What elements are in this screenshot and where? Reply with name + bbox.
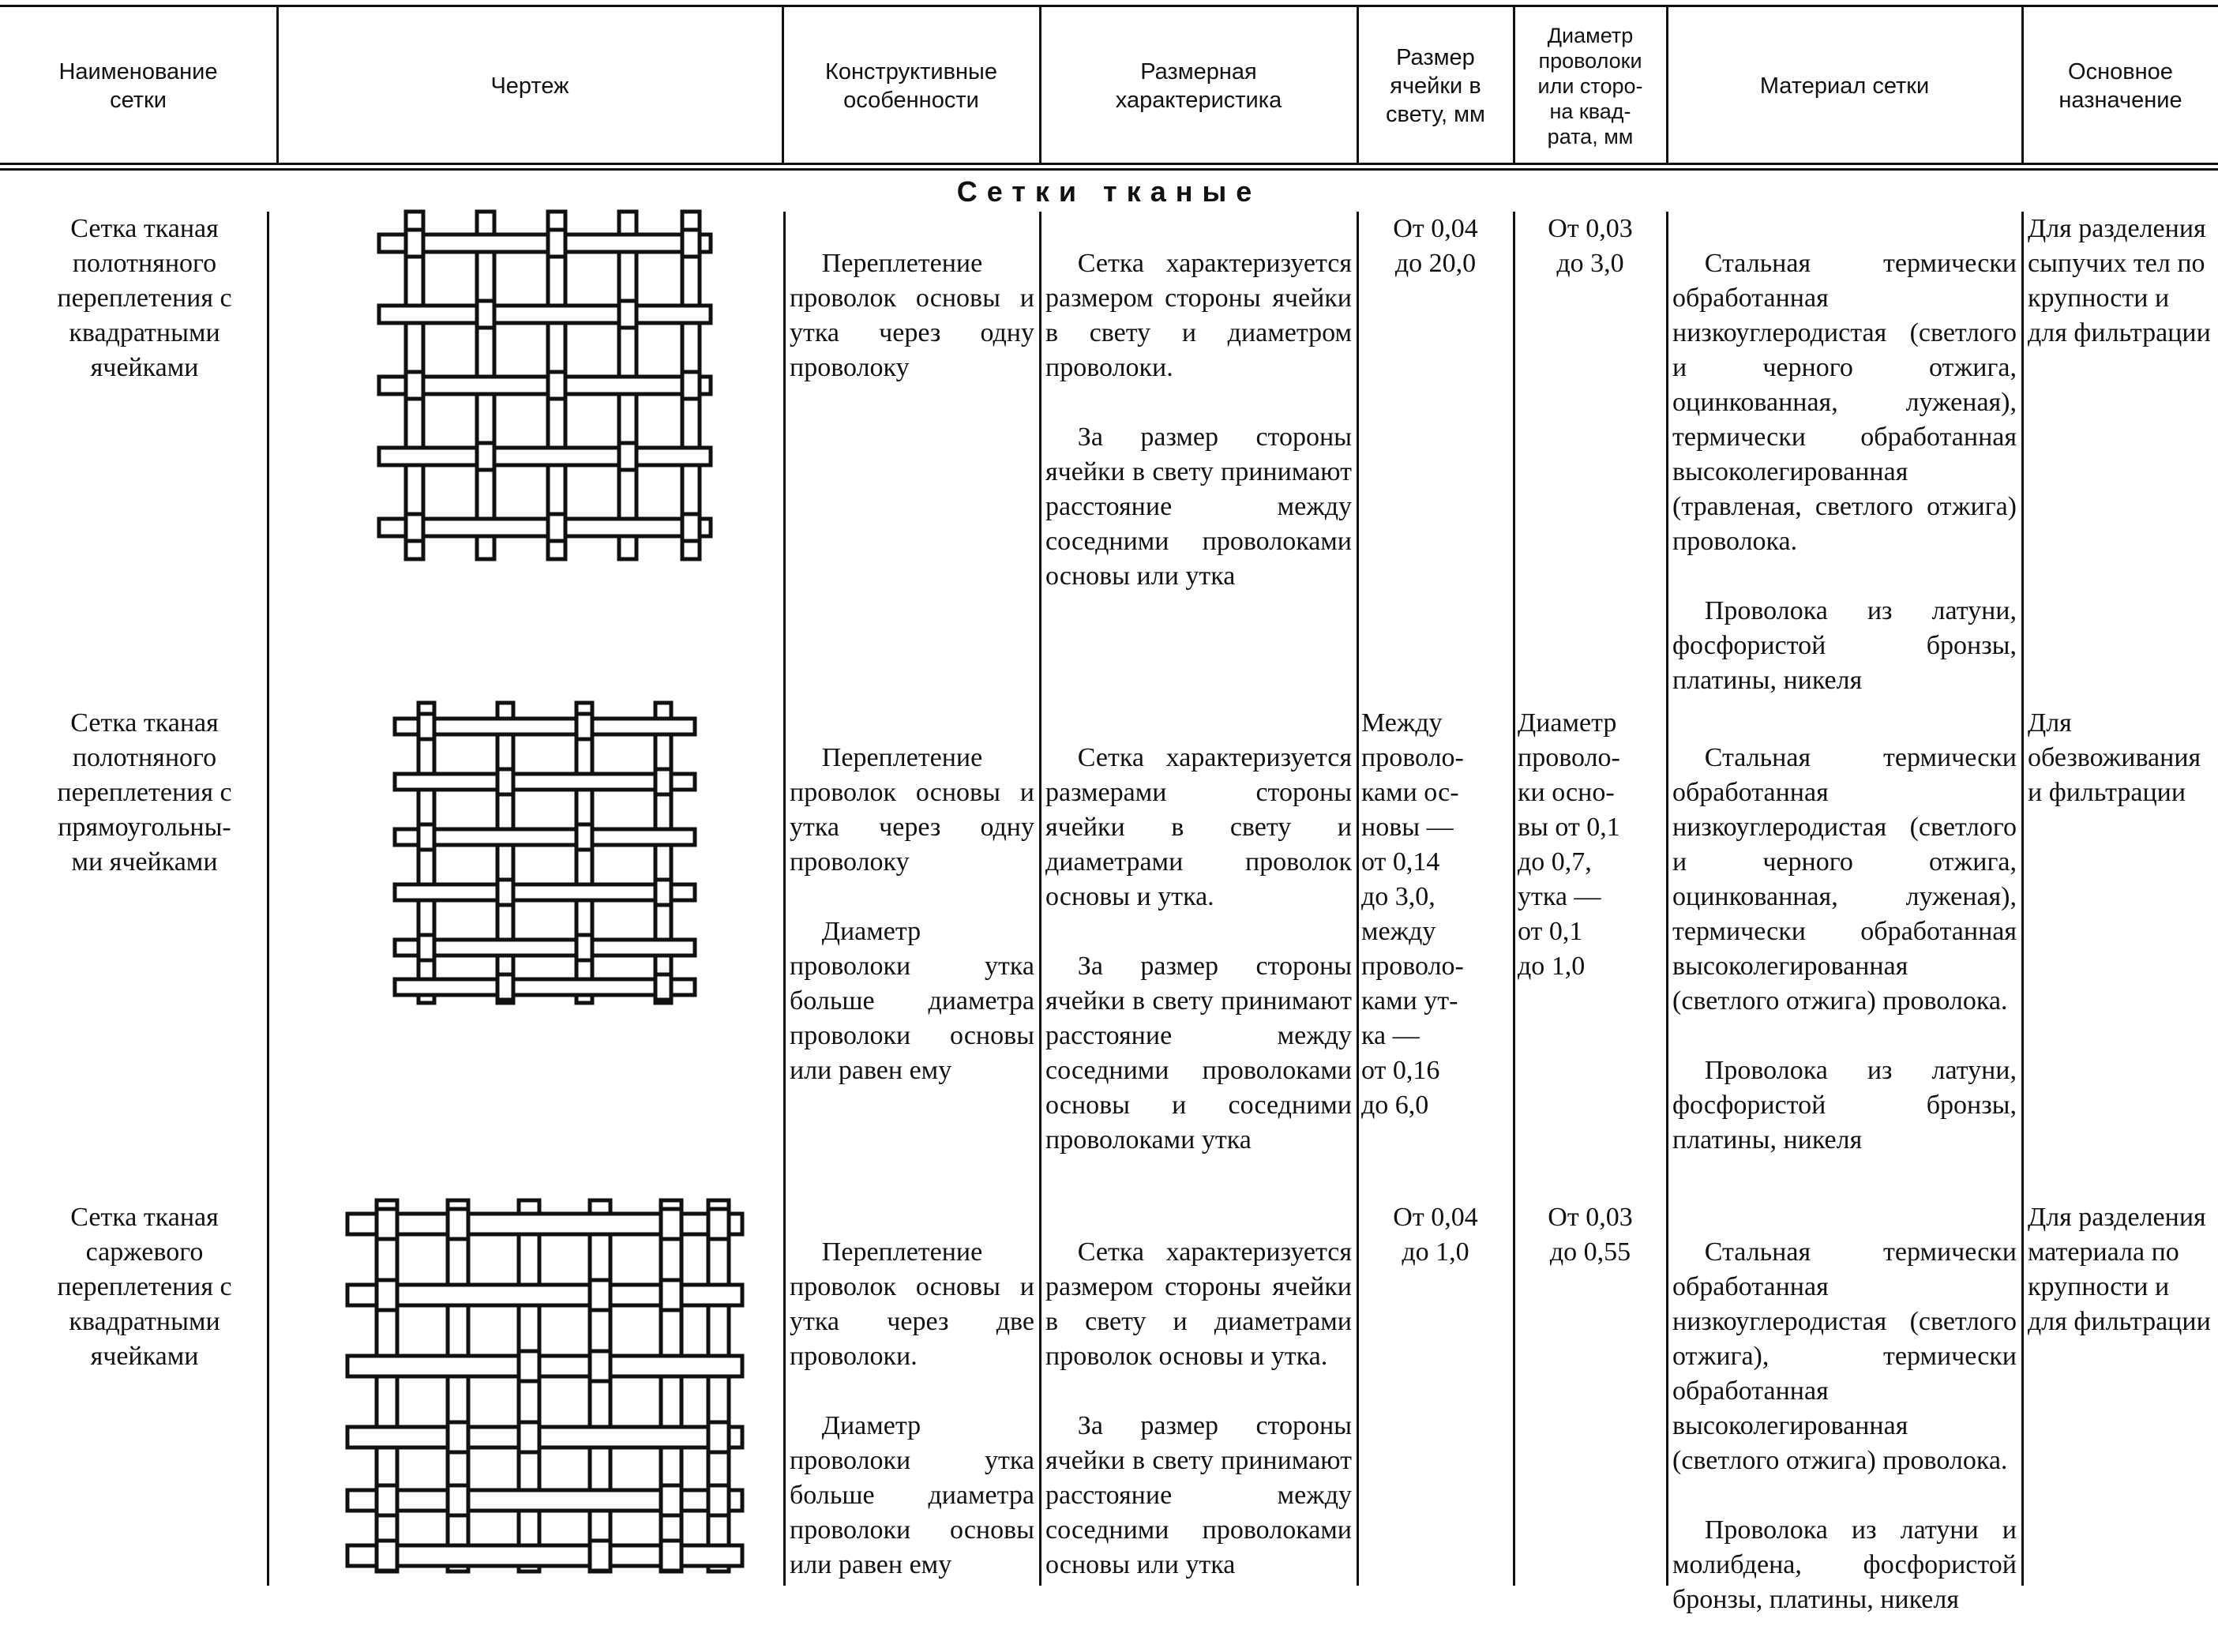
row-2-dimension-p2: За размер стороны ячейки в свету принимают расстояние между соседними проволоками основы и соседними проволоками утка [1045, 952, 1352, 1155]
row-1-material-p2: Проволока из латуни, фосфористой бронзы, платины, никеля [1672, 596, 2017, 695]
body-divider [1666, 212, 1668, 1586]
warp-crossing [377, 1541, 397, 1571]
warp-crossing [590, 1351, 610, 1381]
header-divider [1357, 6, 1359, 164]
header-dimension: Размерная характеристика [1115, 59, 1282, 113]
warp-crossing [377, 1485, 397, 1515]
warp-crossing [708, 1209, 729, 1239]
header-design: Конструктивные особенности [824, 59, 997, 113]
body-divider [1513, 212, 1515, 1586]
row-3-design [790, 1200, 1034, 1617]
warp-crossing [418, 824, 434, 850]
warp-crossing [519, 1351, 539, 1381]
warp-crossing [448, 1485, 468, 1515]
weft-wire [395, 719, 695, 734]
row-1-design-p1: Переплетение проволок основы и утка через одну проволоку [790, 249, 1034, 382]
section-title: Сетки тканые [956, 175, 1262, 208]
warp-crossing [377, 1280, 397, 1310]
warp-crossing [406, 230, 423, 257]
row-3-name: Сетка тканая саржевого переплетения с квадратными ячейками [57, 1203, 232, 1371]
weft-wire [395, 829, 695, 845]
weft-wire [379, 306, 711, 323]
header-name: Наименование сетки [58, 59, 218, 113]
row-3-mesh-size: От 0,04 до 1,0 [1393, 1203, 1478, 1267]
row-2-material [1672, 706, 2017, 1192]
warp-wire [655, 703, 671, 1003]
body-divider [2021, 212, 2024, 1586]
warp-crossing [418, 935, 434, 960]
weft-wire [395, 979, 695, 995]
weft-wire [395, 774, 695, 790]
row-1-material [1672, 212, 2017, 733]
weft-wire [347, 1356, 742, 1376]
weft-wire [395, 940, 695, 956]
warp-crossing [682, 230, 700, 257]
header-wire-diameter: Диаметр проволоки или сторо- на квад- рата, мм [1537, 24, 1643, 148]
body-divider [783, 212, 786, 1586]
warp-wire [497, 703, 513, 1003]
row-1-mesh-size: От 0,04 до 20,0 [1393, 214, 1478, 278]
row-3-dimension-p2: За размер стороны ячейки в свету принимают расстояние между соседними проволоками основы или утка [1045, 1411, 1352, 1579]
row-3-wire-diameter: От 0,03 до 0,55 [1548, 1203, 1633, 1267]
row-2-name: Сетка тканая полотняного переплетения с прямоугольны- ми ячейками [57, 708, 232, 877]
weft-wire [379, 519, 711, 536]
warp-crossing [477, 443, 494, 470]
warp-crossing [655, 769, 671, 794]
header-bottom-rule-2 [0, 168, 2218, 171]
row-3-purpose: Для разделения материала по крупности и для фильтрации [2028, 1203, 2211, 1336]
body-divider [267, 212, 269, 1586]
warp-crossing [576, 714, 592, 739]
warp-crossing [519, 1422, 539, 1452]
warp-crossing [661, 1541, 681, 1571]
header-bottom-rule-1 [0, 163, 2218, 165]
row-2-design [790, 706, 1034, 1123]
row-3-design-p1: Переплетение проволок основы и утка через две проволоки. [790, 1237, 1034, 1371]
header-divider [1513, 6, 1515, 164]
row-1-dimension-p1: Сетка характеризуется размером стороны ячейки в свету и диаметром проволоки. [1045, 249, 1352, 382]
warp-crossing [548, 514, 565, 541]
warp-crossing [418, 714, 434, 739]
warp-crossing [708, 1485, 729, 1515]
warp-crossing [619, 443, 636, 470]
header-divider [782, 6, 784, 164]
row-3-material [1672, 1200, 2017, 1652]
row-3-material-p2: Проволока из латуни и молибдена, фосфористой бронзы, платины, никеля [1672, 1515, 2017, 1614]
row-1-dimension-p2: За размер стороны ячейки в свету принимают расстояние между соседними проволоками основы или утка [1045, 422, 1352, 591]
table-top-rule [0, 5, 2218, 7]
header-divider [1039, 6, 1041, 164]
row-3-dimension [1045, 1200, 1352, 1617]
warp-crossing [406, 514, 423, 541]
warp-crossing [497, 880, 513, 905]
row-1-wire-diameter: От 0,03 до 3,0 [1548, 214, 1633, 278]
header-divider [276, 6, 279, 164]
warp-crossing [661, 1209, 681, 1239]
warp-crossing [448, 1209, 468, 1239]
row-2-material-p1: Стальная термически обработанная низкоуглеродистая (светлого и черного отжига, оцинкованная, луженая), термически обработанная высоколегированная (светлого отжига) проволока. [1672, 743, 2017, 1016]
weft-wire [379, 448, 711, 465]
header-mesh-size: Размер ячейки в свету, мм [1386, 45, 1485, 127]
header-divider [1666, 6, 1668, 164]
warp-wire [519, 1200, 539, 1571]
warp-crossing [548, 230, 565, 257]
row-2-wire-diameter: Диаметр проволо- ки осно- вы от 0,1 до 0,7, утка — от 0,1 до 1,0 [1518, 708, 1620, 981]
row-2-purpose: Для обезвоживания и фильтрации [2028, 708, 2201, 807]
warp-wire [590, 1200, 610, 1571]
warp-crossing [497, 974, 513, 1000]
plain-weave-square-mesh-drawing [379, 212, 711, 559]
warp-crossing [655, 880, 671, 905]
warp-crossing [497, 769, 513, 794]
weft-wire [395, 884, 695, 900]
warp-crossing [619, 301, 636, 328]
body-divider [1039, 212, 1041, 1586]
row-1-dimension [1045, 212, 1352, 629]
header-divider [2021, 6, 2024, 164]
warp-crossing [655, 974, 671, 1000]
warp-crossing [377, 1209, 397, 1239]
warp-crossing [661, 1280, 681, 1310]
row-1-design [790, 212, 1034, 420]
weft-wire [379, 235, 711, 252]
warp-crossing [590, 1541, 610, 1571]
header-drawing: Чертеж [490, 73, 569, 99]
warp-crossing [448, 1422, 468, 1452]
warp-crossing [477, 301, 494, 328]
warp-crossing [406, 372, 423, 399]
warp-crossing [590, 1280, 610, 1310]
row-3-dimension-p1: Сетка характеризуется размером стороны ячейки в свету и диаметрами проволок основы и утка. [1045, 1237, 1352, 1371]
header-material: Материал сетки [1759, 73, 1930, 99]
warp-crossing [661, 1485, 681, 1515]
warp-crossing [548, 372, 565, 399]
warp-crossing [682, 372, 700, 399]
weft-wire [347, 1427, 742, 1447]
row-3-material-p1: Стальная термически обработанная низкоуглеродистая (светлого отжига), термически обработанная высоколегированная (светлого отжига) проволока. [1672, 1237, 2017, 1475]
twill-weave-square-mesh-drawing [347, 1200, 742, 1571]
plain-weave-rectangular-mesh-drawing [395, 703, 695, 1003]
row-2-design-p1: Переплетение проволок основы и утка через одну проволоку [790, 743, 1034, 877]
body-divider [1357, 212, 1359, 1586]
warp-crossing [576, 935, 592, 960]
row-2-mesh-size: Между проволо- ками ос- новы — от 0,14 до 3,0, между проволо- ками ут- ка — от 0,16 до 6,0 [1361, 708, 1464, 1120]
warp-crossing [682, 514, 700, 541]
row-1-name: Сетка тканая полотняного переплетения с квадратными ячейками [57, 214, 232, 382]
row-1-purpose: Для разделения сыпучих тел по крупности и для фильтрации [2028, 214, 2211, 347]
row-2-dimension-p1: Сетка характеризуется размерами стороны ячейки в свету и диаметрами проволок основы и утка. [1045, 743, 1352, 911]
warp-crossing [576, 824, 592, 850]
weft-wire [379, 377, 711, 394]
warp-crossing [708, 1422, 729, 1452]
row-2-design-p2: Диаметр проволоки утка больше диаметра проволоки основы или равен ему [790, 917, 1034, 1085]
header-purpose: Основное назначение [2058, 59, 2182, 113]
row-1-material-p1: Стальная термически обработанная низкоуглеродистая (светлого и черного отжига, оцинкованная, луженая), термически обработанная высоколегированная (травленая, светлого отжига) проволока. [1672, 249, 2017, 556]
row-2-dimension [1045, 706, 1352, 1192]
row-3-design-p2: Диаметр проволоки утка больше диаметра проволоки основы или равен ему [790, 1411, 1034, 1579]
row-2-material-p2: Проволока из латуни, фосфористой бронзы, платины, никеля [1672, 1056, 2017, 1155]
